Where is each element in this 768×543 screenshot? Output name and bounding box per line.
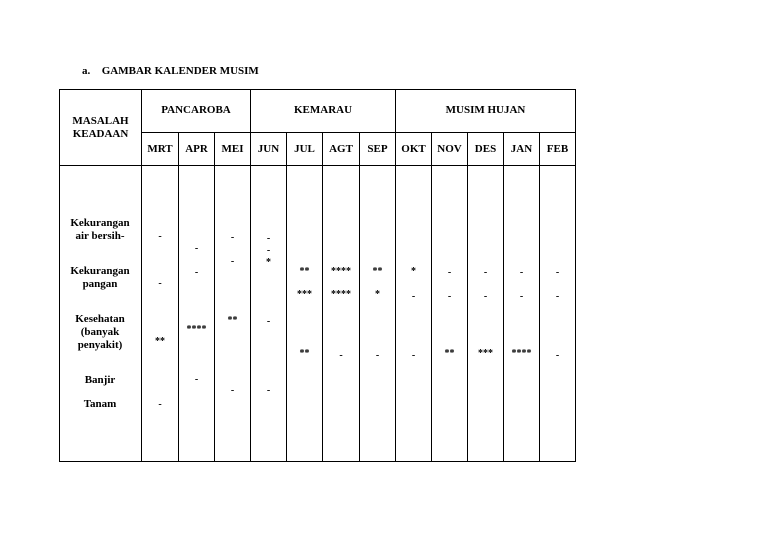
mark-apr-banjir: - bbox=[194, 374, 199, 385]
col-divider bbox=[214, 132, 215, 461]
month-header: APR bbox=[185, 143, 208, 155]
mark-jun-kesehatan: - bbox=[266, 316, 271, 327]
mark-jan-kesehatan: **** bbox=[511, 348, 532, 359]
month-header: MRT bbox=[147, 143, 173, 155]
corner-header-line: MASALAH bbox=[72, 115, 129, 127]
mark-agt-kesehatan: - bbox=[339, 350, 343, 361]
mark-des-pangan: - bbox=[483, 267, 488, 278]
mark-apr-air: - bbox=[194, 243, 199, 254]
season-header-kemarau: KEMARAU bbox=[293, 104, 353, 116]
month-header: JUN bbox=[257, 143, 280, 155]
title-number: a. bbox=[82, 65, 91, 77]
month-header: JAN bbox=[510, 143, 533, 155]
mark-des-kesehatan: *** bbox=[478, 348, 493, 359]
mark-mrt-tanam: - bbox=[158, 399, 162, 410]
row-divider bbox=[60, 165, 575, 166]
season-calendar-table bbox=[59, 89, 576, 462]
mark-jun-air-3: * bbox=[266, 257, 271, 268]
row-label-line: penyakit) bbox=[77, 339, 123, 351]
row-label-line: Kekurangan bbox=[70, 217, 130, 229]
mark-mei-banjir: - bbox=[230, 385, 235, 396]
row-label-kesehatan bbox=[60, 313, 140, 352]
corner-header-line: KEADAAN bbox=[72, 128, 129, 140]
row-label-pangan bbox=[60, 265, 140, 291]
mark-jan-pangan-2: - bbox=[519, 291, 524, 302]
month-header: AGT bbox=[329, 143, 353, 155]
mark-mrt-air: - bbox=[158, 231, 162, 242]
mark-jan-pangan: - bbox=[519, 267, 524, 278]
row-label-line: Kesehatan bbox=[75, 313, 125, 325]
month-header: MEI bbox=[221, 143, 244, 155]
mark-sep-pangan: ** bbox=[372, 266, 383, 277]
row-label-banjir: Banjir bbox=[84, 374, 116, 386]
mark-des-pangan-2: - bbox=[483, 291, 488, 302]
title-text: GAMBAR KALENDER MUSIM bbox=[101, 65, 259, 77]
page-title bbox=[82, 65, 259, 77]
mark-okt-pangan-2: - bbox=[411, 291, 416, 302]
mark-feb-kesehatan: - bbox=[555, 350, 560, 361]
mark-jun-banjir: - bbox=[266, 385, 271, 396]
mark-apr-kesehatan: **** bbox=[186, 324, 207, 335]
month-header: FEB bbox=[546, 143, 569, 155]
month-header: DES bbox=[474, 143, 497, 155]
mark-okt-pangan: * bbox=[411, 266, 416, 277]
season-header-musim-hujan: MUSIM HUJAN bbox=[445, 104, 526, 116]
row-label-line: pangan bbox=[82, 278, 118, 290]
mark-nov-pangan: - bbox=[447, 267, 452, 278]
month-header: OKT bbox=[401, 143, 426, 155]
month-header: JUL bbox=[294, 143, 315, 155]
month-header: NOV bbox=[437, 143, 462, 155]
row-label-tanam: Tanam bbox=[83, 398, 117, 410]
mark-sep-kesehatan: - bbox=[375, 350, 380, 361]
mark-jun-air-2: - bbox=[266, 245, 271, 256]
mark-jun-air: - bbox=[266, 233, 271, 244]
mark-nov-pangan-2: - bbox=[447, 291, 452, 302]
mark-mrt-kesehatan: ** bbox=[155, 336, 165, 347]
mark-apr-pangan: - bbox=[194, 267, 199, 278]
mark-jul-pangan: ** bbox=[299, 266, 310, 277]
mark-agt-pangan-2: **** bbox=[331, 289, 351, 300]
row-label-line: (banyak bbox=[80, 326, 120, 338]
mark-mei-kesehatan: ** bbox=[227, 315, 238, 326]
mark-mei-air-2: - bbox=[230, 256, 235, 267]
month-header: SEP bbox=[367, 143, 388, 155]
row-label-air-bersih bbox=[60, 217, 140, 243]
mark-feb-pangan: - bbox=[555, 267, 560, 278]
row-divider bbox=[141, 132, 575, 133]
season-header-pancaroba: PANCAROBA bbox=[161, 104, 231, 116]
mark-mrt-pangan: - bbox=[158, 278, 162, 289]
col-divider bbox=[178, 132, 179, 461]
row-label-line: Kekurangan bbox=[70, 265, 130, 277]
mark-agt-pangan: **** bbox=[331, 266, 351, 277]
mark-mei-air: - bbox=[230, 232, 235, 243]
mark-nov-kesehatan: ** bbox=[444, 348, 455, 359]
mark-feb-pangan-2: - bbox=[555, 291, 560, 302]
corner-header bbox=[60, 115, 141, 141]
mark-sep-pangan-2: * bbox=[375, 289, 380, 300]
mark-jul-kesehatan: ** bbox=[299, 348, 310, 359]
mark-okt-kesehatan: - bbox=[411, 350, 416, 361]
row-label-line: air bersih- bbox=[75, 230, 125, 242]
mark-jul-pangan-2: *** bbox=[297, 289, 312, 300]
